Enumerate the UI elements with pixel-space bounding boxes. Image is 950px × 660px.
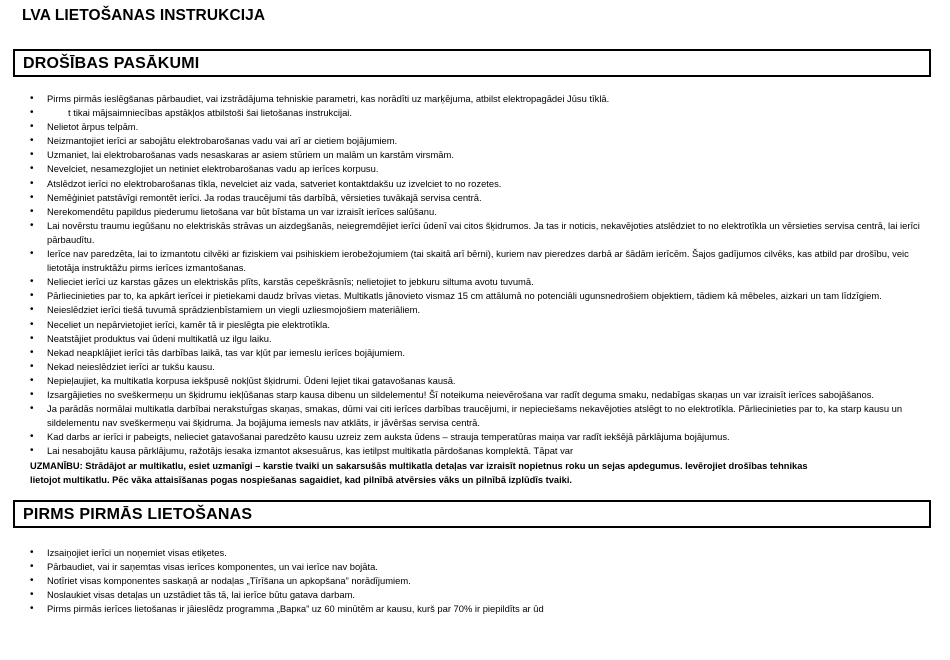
warning-line: UZMANĪBU: Strādājot ar multikatlu, esiet uzmanīgi – karstie tvaiki un sakarsušās multikatla detaļas var izraisīt nopietnus roku un sejas apdegumus. Ievērojiet drošības tehnikas	[30, 461, 808, 471]
list-item: • Nerekomendētu papildus piederumu lietošana var būt bīstama un var izraisīt ierīces salūšanu.	[30, 205, 925, 219]
list-item: • Neatstājiet produktus vai ūdeni multikatlā uz ilgu laiku.	[30, 332, 925, 346]
list-item: • Pārbaudiet, vai ir saņemtas visas ierīces komponentes, un vai ierīce nav bojāta.	[30, 560, 925, 574]
list-item: • Noslaukiet visas detaļas un uzstādiet tās tā, lai ierīce būtu gatava darbam.	[30, 588, 925, 602]
list-item: • Nepieļaujiet, ka multikatla korpusa iekšpusē nokļūst šķidrumi. Ūdeni lejiet tikai gatavošanas kausā.	[30, 374, 925, 388]
list-item: • Lai nesabojātu kausa pārklājumu, ražotājs iesaka izmantot aksesuārus, kas ietilpst multikatla pārdošanas komplektā. Tāpat var	[30, 444, 925, 458]
list-item: • Pārliecinieties par to, ka apkārt ierīcei ir pietiekami daudz brīvas vietas. Multikatls jānovieto vismaz 15 cm attālumā no potenciāli ugunsnedrošiem objektiem, tādiem kā mēbeles, aizkari un tam līdzīgiem.	[30, 289, 925, 303]
list-item: • Izsargājieties no sveškermeņu un šķidrumu iekļūšanas starp kausa dibenu un sildelementu! Šī noteikuma neievērošana var radīt deguma smaku, nedabīgas skaņas un var izraisīt ierīces sabojāšanos.	[30, 388, 925, 402]
list-item: • Nevelciet, nesamezglojiet un netiniet elektrobarošanas vadu ap ierīces korpusu.	[30, 162, 925, 176]
list-item: • Nemēģiniet patstāvīgi remontēt ierīci. Ja rodas traucējumi tās darbībā, vērsieties tuvākajā servisa centrā.	[30, 191, 925, 205]
list-item: • Notīriet visas komponentes saskaņā ar nodaļas „Tīrīšana un apkopšana” norādījumiem.	[30, 574, 925, 588]
list-item: • Pirms pirmās ieslēgšanas pārbaudiet, vai izstrādājuma tehniskie parametri, kas norādīti uz marķējuma, atbilst elektropagādei Jūsu tīklā.	[30, 92, 925, 106]
section-heading-safety: DROŠĪBAS PASĀKUMI	[13, 49, 931, 77]
list-item: • Izsaiņojiet ierīci un noņemiet visas etiķetes.	[30, 546, 925, 560]
before-first-use-list	[30, 546, 925, 616]
safety-list	[30, 92, 925, 458]
list-item: • Pirms pirmās ierīces lietošanas ir jāieslēdz programma „Варка” uz 60 minūtēm ar kausu, kurš par 70% ir piepildīts ar ūd	[30, 602, 925, 616]
list-item: • Uzmaniet, lai elektrobarošanas vads nesaskaras ar asiem stūriem un malām un karstām virsmām.	[30, 148, 925, 162]
list-item: • Atslēdzot ierīci no elektrobarošanas tīkla, nevelciet aiz vada, satveriet kontaktdakšu uz izvelciet to no rozetes.	[30, 177, 925, 191]
list-item: • Ja parādās normālai multikatla darbībai nerakstur̄gas skaņas, smakas, dūmi vai citi ierīces darbības traucējumi, ir nepieciešams nekavējoties atslēgt to no elektrotīkla. Pārliecinieties par to, ka starp kausu un sildelementu nav sveškermeņu vai šķidruma. Ja bojājuma iemesls nav atklāts, ir jāvēršas servisa centrā.	[30, 402, 925, 430]
list-item: • Neizmantojiet ierīci ar sabojātu elektrobarošanas vadu vai arī ar cietiem bojājumiem.	[30, 134, 925, 148]
section-heading-before-first-use: PIRMS PIRMĀS LIETOŠANAS	[13, 500, 931, 528]
list-item: • Nelietot ārpus telpām.	[30, 120, 925, 134]
list-item: • Lai novērstu traumu iegūšanu no elektriskās strāvas un aizdegšanās, neiegremdējiet ierīci ūdenī vai citos šķidrumos. Ja tas ir noticis, nekavējoties atslēdziet to no elektrotīkla un vērsieties servisa centrā, lai ierīci pārbaudītu.	[30, 219, 925, 247]
list-item: • Nelieciet ierīci uz karstas gāzes un elektriskās plīts, karstās cepeškrāsnīs; nelietojiet to jebkuru siltuma avotu tuvumā.	[30, 275, 925, 289]
list-item: • Kad darbs ar ierīci ir pabeigts, nelieciet gatavošanai paredzēto kausu uzreiz zem auksta ūdens – strauja temperatūras maiņa var radīt iekšējā pārklājuma bojājumus.	[30, 430, 925, 444]
list-item: • t tikai mājsaimniecības apstākļos atbilstoši šai lietošanas instrukcijai.	[30, 106, 925, 120]
warning-note	[30, 459, 910, 487]
list-item: • Ierīce nav paredzēta, lai to izmantotu cilvēki ar fiziskiem vai psihiskiem ierobežojumiem (tai skaitā arī bērni), kuriem nav pieredzes darbā ar šādām ierīcēm. Šajos gadījumos cilvēks, kas atbild par drošību, veic lietotāja instruktāžu pirms ierīces izmantošanas.	[30, 247, 925, 275]
list-item: • Neieslēdziet ierīci tiešā tuvumā sprādzienbīstamiem un viegli uzliesmojošiem materiāliem.	[30, 303, 925, 317]
document-title: LVA LIETOŠANAS INSTRUKCIJA	[22, 7, 266, 24]
list-item: • Neceliet un nepārvietojiet ierīci, kamēr tā ir pieslēgta pie elektrotīkla.	[30, 318, 925, 332]
list-item: • Nekad neieslēdziet ierīci ar tukšu kausu.	[30, 360, 925, 374]
warning-line: lietojot multikatlu. Pēc vāka attaisīšanas pogas nospiešanas sagaidiet, kad pilnībā atvērsies vāks un pilnībā izplūdīs tvaiki.	[30, 475, 572, 486]
list-item: • Nekad neapklājiet ierīci tās darbības laikā, tas var kļūt par iemeslu ierīces bojājumiem.	[30, 346, 925, 360]
